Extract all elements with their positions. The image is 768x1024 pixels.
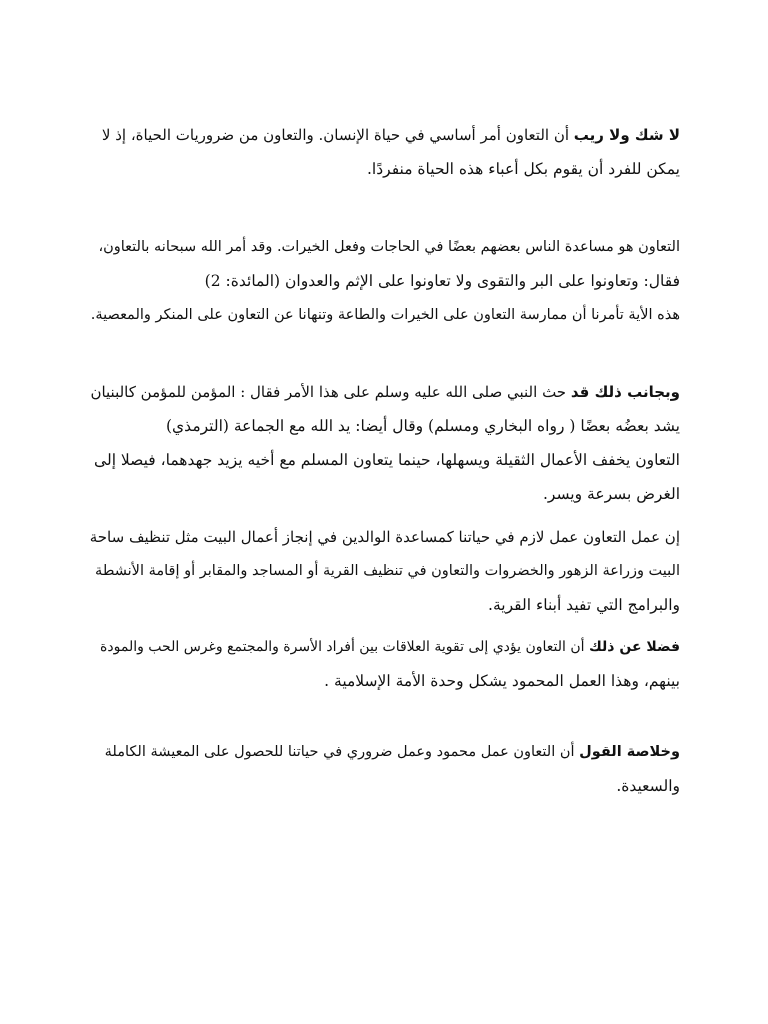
text-line: إن عمل التعاون عمل لازم في حياتنا كمساعدة الوالدين في إنجاز أعمال البيت مثل تنظيف ساحة — [89, 528, 680, 546]
text-line — [88, 630, 680, 664]
line-text: أن التعاون أمر أساسي في حياة الإنسان. والتعاون من ضروريات الحياة، إذ لا — [101, 126, 570, 144]
paragraph-conclusion — [88, 735, 680, 803]
text-line: الغرض بسرعة ويسر. — [542, 485, 680, 503]
lead-phrase: فضلا عن ذلك — [589, 639, 680, 655]
text-line: هذه الأية تأمرنا أن ممارسة التعاون على الخيرات والطاعة وتنهانا عن التعاون على المنكر والمعصية. — [90, 307, 680, 323]
text-line — [88, 118, 680, 152]
paragraph-examples — [88, 520, 680, 622]
line-text: أن التعاون يؤدي إلى تقوية العلاقات بين أفراد الأسرة والمجتمع وغرس الحب والمودة — [100, 639, 585, 655]
line-text: حث النبي صلى الله عليه وسلم على هذا الأمر فقال : المؤمن للمؤمن كالبنيان — [90, 383, 567, 401]
lead-phrase: وخلاصة القول — [579, 744, 680, 760]
text-line — [88, 375, 680, 409]
lead-phrase: لا شك ولا ريب — [573, 126, 680, 144]
paragraph-definition — [88, 230, 680, 332]
text-line — [88, 735, 680, 769]
text-line: يشد بعضُه بعضًا ( رواه البخاري ومسلم) وقال أيضا: يد الله مع الجماعة (الترمذي) — [166, 417, 680, 435]
paragraph-hadith — [88, 375, 680, 511]
paragraph-intro — [88, 118, 680, 186]
line-text: أن التعاون عمل محمود وعمل ضروري في حياتنا للحصول على المعيشة الكاملة — [104, 744, 575, 760]
paragraph-benefits — [88, 630, 680, 698]
text-line: يمكن للفرد أن يقوم بكل أعباء هذه الحياة منفردًا. — [367, 160, 680, 178]
text-line: بينهم، وهذا العمل المحمود يشكل وحدة الأمة الإسلامية . — [324, 672, 680, 690]
lead-phrase: وبجانب ذلك قد — [570, 383, 680, 401]
text-line: التعاون يخفف الأعمال الثقيلة ويسهلها، حينما يتعاون المسلم مع أخيه يزيد جهدهما، فيصلا إلى — [94, 451, 680, 469]
text-line: فقال: وتعاونوا على البر والتقوى ولا تعاونوا على الإثم والعدوان (المائدة: 2) — [204, 272, 680, 290]
text-line: والسعيدة. — [616, 777, 680, 795]
text-line: والبرامج التي تفيد أبناء القرية. — [488, 596, 680, 614]
text-line: البيت وزراعة الزهور والخضروات والتعاون في تنظيف القرية أو المساجد والمقابر أو إقامة الأنشطة — [95, 563, 680, 579]
text-line: التعاون هو مساعدة الناس بعضهم بعضًا في الحاجات وفعل الخيرات. وقد أمر الله سبحانه بالتعاون، — [98, 239, 680, 255]
